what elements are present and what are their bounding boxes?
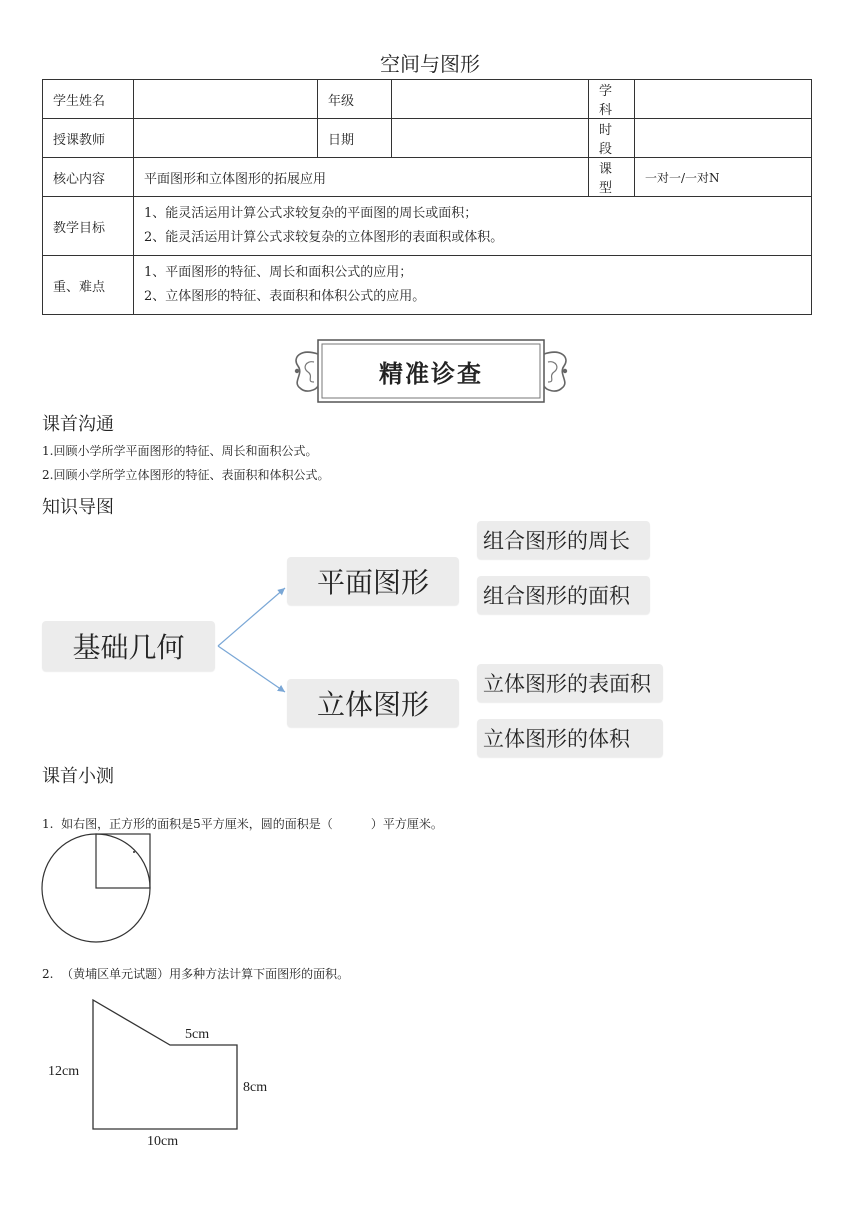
quiz-question-1: 1. 如右图，正方形的面积是5平方厘米，圆的面积是（ ）平方厘米。: [42, 817, 443, 831]
quiz-heading: 课首小测: [42, 766, 114, 787]
grade-value: [392, 80, 589, 119]
label-bottom: 10cm: [147, 1134, 179, 1149]
goals-label: 教学目标: [43, 197, 134, 256]
period-label: 时段: [589, 119, 635, 158]
lesson-type-value: 一对一/一对N: [635, 158, 812, 197]
period-value: [635, 119, 812, 158]
mindmap-branch-plane: 平面图形: [287, 557, 459, 605]
mindmap-branch-solid: 立体图形: [287, 679, 459, 727]
subject-value: [635, 80, 812, 119]
label-right: 8cm: [243, 1080, 268, 1095]
mindmap-leaf: 立体图形的体积: [477, 719, 663, 757]
mindmap-leaf: 立体图形的表面积: [477, 664, 663, 702]
warmup-item: 2.回顾小学所学立体图形的特征、表面积和体积公式。: [42, 468, 330, 482]
lesson-type-label: 课型: [589, 158, 635, 197]
date-value: [392, 119, 589, 158]
goal-item: 2、能灵活运用计算公式求较复杂的立体图形的表面积或体积。: [144, 230, 504, 245]
key-points-label: 重、难点: [43, 256, 134, 315]
student-name-label: 学生姓名: [43, 80, 134, 119]
date-label: 日期: [318, 119, 392, 158]
document-title: 空间与图形: [380, 52, 480, 76]
mindmap-leaf: 组合图形的周长: [477, 521, 650, 559]
key-point-item: 1、平面图形的特征、周长和面积公式的应用；: [144, 265, 413, 280]
connector-to-solid: [218, 646, 285, 692]
grade-label: 年级: [318, 80, 392, 119]
key-point-item: 2、立体图形的特征、表面积和体积公式的应用。: [144, 289, 426, 304]
warmup-heading: 课首沟通: [42, 414, 114, 435]
key-points-cell: [134, 256, 812, 315]
lesson-info-table: [42, 79, 812, 315]
banner-title: 精准诊查: [379, 359, 483, 388]
circle-square-figure: [40, 832, 160, 947]
mindmap-heading: 知识导图: [42, 497, 114, 518]
teacher-value: [134, 119, 318, 158]
core-content-label: 核心内容: [43, 158, 134, 197]
label-top: 5cm: [185, 1027, 210, 1042]
goals-cell: [134, 197, 812, 256]
student-name-value: [134, 80, 318, 119]
warmup-item: 1.回顾小学所学平面图形的特征、周长和面积公式。: [42, 444, 318, 458]
mindmap-root: 基础几何: [42, 621, 215, 671]
connector-to-plane: [218, 588, 285, 646]
goal-item: 1、能灵活运用计算公式求较复杂的平面图的周长或面积；: [144, 206, 478, 221]
quiz-question-2: 2. （黄埔区单元试题）用多种方法计算下面图形的面积。: [42, 967, 350, 981]
subject-label: 学科: [589, 80, 635, 119]
label-left: 12cm: [48, 1064, 80, 1079]
mindmap-leaf: 组合图形的面积: [477, 576, 650, 614]
teacher-label: 授课教师: [43, 119, 134, 158]
core-content-value: 平面图形和立体图形的拓展应用: [134, 158, 589, 197]
